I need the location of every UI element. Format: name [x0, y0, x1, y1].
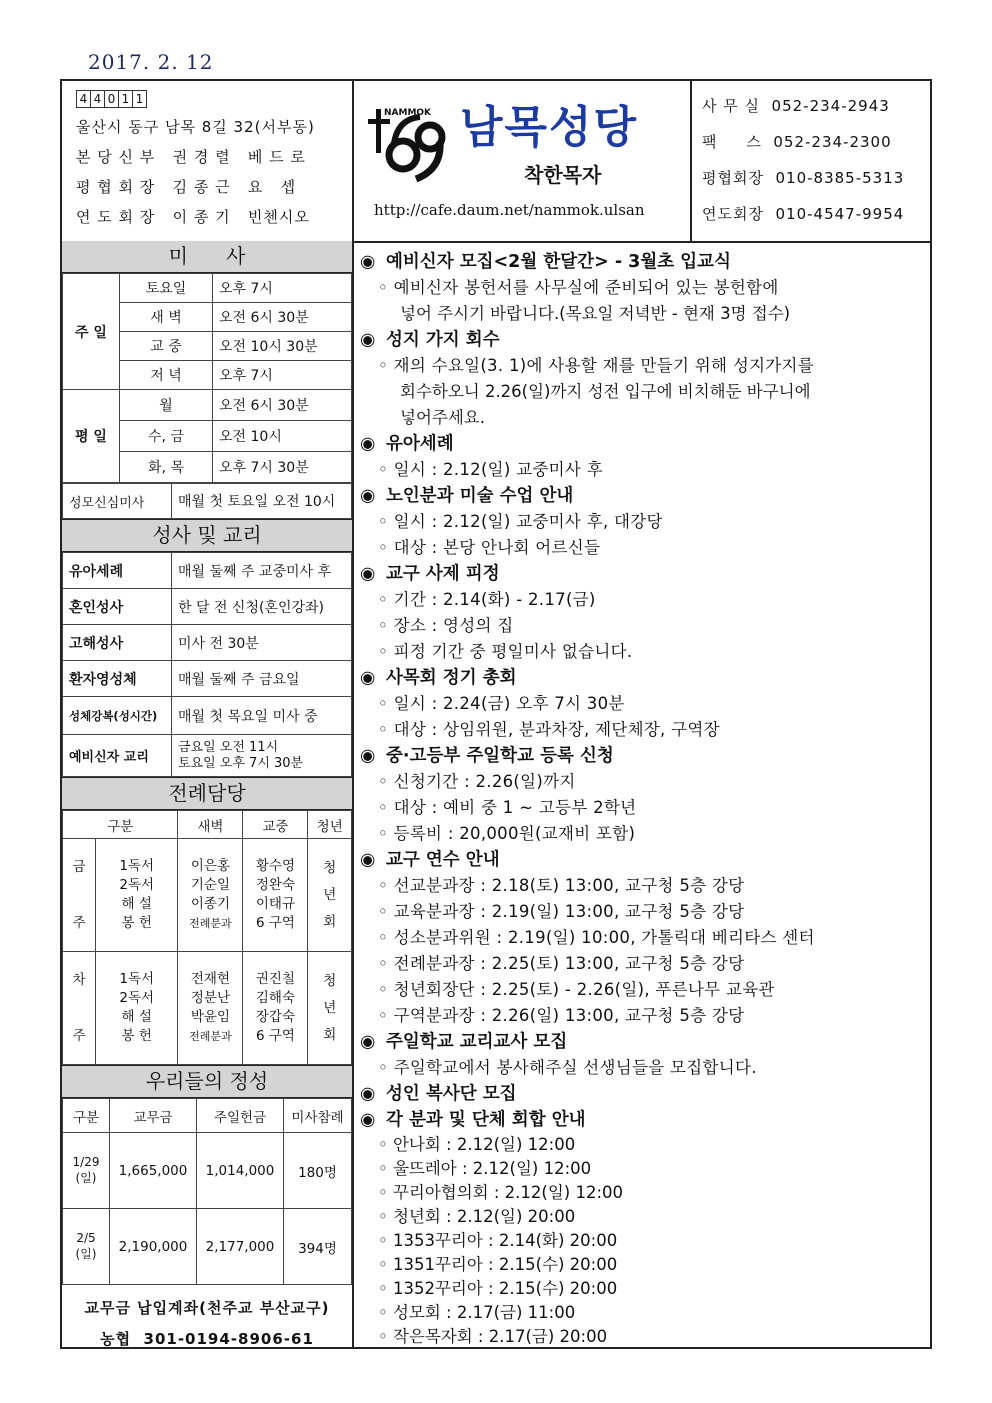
- notice-line-text: 구역분과장 : 2.26(일) 13:00, 교구청 5층 강당: [393, 1006, 745, 1025]
- title-block: [354, 81, 692, 241]
- notice-line-text: 일시 : 2.24(금) 오후 7시 30분: [393, 694, 625, 713]
- youth-label: 청: [323, 859, 337, 876]
- parish-logo-icon: [368, 95, 448, 185]
- mass-time: 오후 7시: [213, 361, 352, 390]
- sacrament-time: 매월 둘째 주 교중미사 후: [172, 553, 352, 589]
- sacrament-name: 예비신자 교리: [63, 735, 172, 777]
- zip-digit: 4: [90, 90, 105, 108]
- circle-bullet-icon: ◦: [378, 1303, 393, 1322]
- bullet-icon: ◉: [360, 252, 376, 272]
- parish-title: 남목성당: [460, 102, 639, 153]
- liturgy-person: 권진칠: [255, 971, 295, 987]
- offering-table: [62, 1098, 352, 1285]
- notice-line-text: 일시 : 2.12(일) 교중미사 후, 대강당: [393, 512, 663, 531]
- liturgy-header: 교중: [243, 811, 308, 839]
- contact-elders: 연도회장 010-4547-9954: [702, 205, 905, 223]
- next-week-label: 주: [72, 1028, 86, 1044]
- circle-bullet-icon: ◦: [378, 1135, 393, 1154]
- bullet-icon: ◉: [360, 1032, 376, 1052]
- circle-bullet-icon: ◦: [378, 512, 394, 531]
- mass-section-title: 미 사: [62, 241, 352, 273]
- logo-text: NAMMOK: [384, 108, 432, 118]
- zip-digit: 4: [76, 90, 91, 108]
- liturgy-person: 6 구역: [255, 915, 295, 931]
- notice-title-text: 예비신자 모집<2월 한달간> - 3월초 입교식: [386, 252, 731, 272]
- parish-url[interactable]: http://cafe.daum.net/nammok.ulsan: [374, 201, 645, 219]
- notice-line-text: 기간 : 2.14(화) - 2.17(금): [393, 590, 596, 609]
- notice-line-text: 주일학교에서 봉사해주실 선생님들을 모집합니다.: [393, 1058, 757, 1077]
- liturgy-person: 이태규: [255, 896, 295, 912]
- notices-column: [360, 249, 928, 1349]
- notice-line: [360, 613, 928, 639]
- notice-line: [360, 1181, 928, 1205]
- circle-bullet-icon: ◦: [378, 1279, 393, 1298]
- bulletin-frame: [60, 79, 932, 1349]
- zip-digit: 1: [132, 90, 147, 108]
- notice-title-text: 주일학교 교리교사 모집: [386, 1032, 568, 1052]
- offering-tithe: 2,190,000: [110, 1209, 197, 1285]
- mass-time: 오후 7시: [213, 274, 352, 303]
- youth-label: 년: [323, 999, 337, 1016]
- circle-bullet-icon: ◦: [378, 590, 394, 609]
- notice-line-text: 안나회 : 2.12(일) 12:00: [392, 1135, 576, 1154]
- notice-line: [360, 1133, 928, 1157]
- sacrament-name: 혼인성사: [63, 589, 172, 625]
- bulletin-date: 2017. 2. 12: [88, 50, 214, 74]
- notice-title: [360, 743, 928, 769]
- notice-title: [360, 1107, 928, 1133]
- notice-line-text: 장소 : 영성의 집: [393, 616, 514, 635]
- notice-line-text: 대상 : 본당 안나회 어르신들: [393, 538, 601, 557]
- circle-bullet-icon: ◦: [378, 1183, 393, 1202]
- notice-line-text: 대상 : 예비 중 1 ~ 고등부 2학년: [393, 798, 637, 817]
- circle-bullet-icon: ◦: [378, 824, 394, 843]
- sacrament-time: 한 달 전 신청(혼인강좌): [172, 589, 352, 625]
- notice-line-text: 등록비 : 20,000원(교재비 포함): [393, 824, 636, 843]
- contact-council: 평협회장 010-8385-5313: [702, 169, 905, 187]
- special-mass-time: 매월 첫 토요일 오전 10시: [172, 484, 352, 519]
- header: [62, 81, 930, 243]
- address: 울산시 동구 남목 8길 32(서부동): [76, 118, 315, 136]
- notice-title-text: 각 분과 및 단체 회합 안내: [386, 1110, 586, 1130]
- notice-line-text: 교육분과장 : 2.19(일) 13:00, 교구청 5층 강당: [393, 902, 745, 921]
- notice-line: [360, 899, 928, 925]
- bullet-icon: ◉: [360, 1084, 376, 1104]
- notice-title: [360, 327, 928, 353]
- notice-line-text: 신청기간 : 2.26(일)까지: [393, 772, 576, 791]
- notice-line: [360, 769, 928, 795]
- liturgy-role: 2독서: [119, 877, 155, 893]
- notice-title-text: 유아세례: [386, 434, 454, 454]
- circle-bullet-icon: ◦: [378, 772, 394, 791]
- bullet-icon: ◉: [360, 564, 376, 584]
- circle-bullet-icon: ◦: [378, 460, 394, 479]
- notice-line: [360, 951, 928, 977]
- special-mass-label: 성모신심미사: [63, 484, 172, 519]
- liturgy-role: 1독서: [119, 971, 155, 987]
- notice-line: [360, 587, 928, 613]
- notice-line-text: 작은목자회 : 2.17(금) 20:00: [392, 1327, 608, 1346]
- notice-line: [360, 1277, 928, 1301]
- notice-line: [360, 457, 928, 483]
- offering-header: 주일헌금: [197, 1099, 284, 1133]
- notice-title-text: 교구 사제 피정: [386, 564, 500, 584]
- notice-line-text: 성소분과위원 : 2.19(일) 10:00, 가톨릭대 베리타스 센터: [393, 928, 815, 947]
- notice-title: [360, 561, 928, 587]
- weekday-label: 평 일: [63, 390, 120, 483]
- mass-time: 오전 6시 30분: [213, 303, 352, 332]
- bullet-icon: ◉: [360, 486, 376, 506]
- left-column: [62, 241, 354, 1347]
- notice-line: [360, 1253, 928, 1277]
- bullet-icon: ◉: [360, 330, 376, 350]
- notice-line-text: 전례분과장 : 2.25(토) 13:00, 교구청 5층 강당: [393, 954, 745, 973]
- liturgy-role: 봉 헌: [121, 915, 152, 931]
- parish-subtitle: 착한목자: [524, 163, 602, 187]
- liturgy-person: 전재현: [190, 971, 230, 987]
- sacrament-time: 미사 전 30분: [172, 625, 352, 661]
- mass-time: 오전 10시: [213, 421, 352, 452]
- liturgy-person: 장갑숙: [255, 1009, 295, 1025]
- mass-time: 오후 7시 30분: [213, 452, 352, 483]
- notice-line: [360, 353, 928, 379]
- circle-bullet-icon: ◦: [378, 356, 394, 375]
- contact-office: 사 무 실 052-234-2943: [702, 97, 890, 115]
- special-mass-table: [62, 483, 352, 519]
- offering-sunday: 1,014,000: [197, 1133, 284, 1209]
- liturgy-role: 해 설: [121, 1009, 152, 1025]
- offering-date: 2/5: [76, 1231, 96, 1245]
- next-week-label: 차: [72, 972, 86, 988]
- youth-label: 년: [323, 886, 337, 903]
- liturgy-role: 봉 헌: [121, 1028, 152, 1044]
- offering-section-title: 우리들의 정성: [62, 1065, 352, 1098]
- sacrament-name: 환자영성체: [63, 661, 172, 697]
- notice-title: [360, 847, 928, 873]
- notice-line-cont: 회수하오니 2.26(일)까지 성전 입구에 비치해둔 바구니에: [400, 382, 811, 401]
- liturgy-person: 전례분과: [189, 1030, 232, 1043]
- offering-attendance: 394명: [284, 1209, 352, 1285]
- notice-title: [360, 665, 928, 691]
- youth-label: 청: [323, 972, 337, 989]
- council-president: 평 협 회 장 김 종 근 요 셉: [76, 178, 297, 196]
- liturgy-header: 구분: [63, 811, 178, 839]
- liturgy-person: 정분난: [190, 990, 230, 1006]
- offering-attendance: 180명: [284, 1133, 352, 1209]
- notice-line-text: 피정 기간 중 평일미사 없습니다.: [393, 642, 633, 661]
- mass-time-label: 화, 목: [120, 452, 213, 483]
- notice-title-text: 성인 복사단 모집: [386, 1084, 517, 1104]
- notice-title: [360, 1029, 928, 1055]
- notice-line: [360, 873, 928, 899]
- elders-president: 연 도 회 장 이 종 기 빈첸시오: [76, 208, 310, 226]
- notice-line: [360, 925, 928, 951]
- notice-line: [360, 691, 928, 717]
- contacts: [702, 91, 904, 235]
- liturgy-person: 김해숙: [255, 990, 295, 1006]
- notice-title-text: 사목회 정기 총회: [386, 668, 517, 688]
- circle-bullet-icon: ◦: [378, 954, 394, 973]
- notice-line: [360, 821, 928, 847]
- zip-digit: 0: [104, 90, 119, 108]
- sacrament-time: 매월 첫 목요일 미사 중: [172, 697, 352, 735]
- liturgy-person: 박윤임: [190, 1009, 230, 1025]
- notice-line-text: 예비신자 봉헌서를 사무실에 준비되어 있는 봉헌함에: [393, 278, 779, 297]
- liturgy-table: [62, 810, 352, 1065]
- liturgy-person: 이종기: [190, 896, 230, 912]
- sacrament-time: 매월 둘째 주 금요일: [172, 661, 352, 697]
- sacrament-time: 토요일 오후 7시 30분: [178, 755, 304, 771]
- circle-bullet-icon: ◦: [378, 642, 394, 661]
- mass-time: 오전 6시 30분: [213, 390, 352, 421]
- liturgy-person: 기순일: [190, 877, 230, 893]
- notice-line-text: 대상 : 상임위원, 분과차장, 제단체장, 구역장: [393, 720, 720, 739]
- notice-line-cont: 넣어 주시기 바랍니다.(목요일 저녁반 - 현재 3명 접수): [400, 304, 791, 323]
- notice-line: [360, 1003, 928, 1029]
- notice-line: [360, 1205, 928, 1229]
- circle-bullet-icon: ◦: [378, 1327, 393, 1346]
- notice-line: [360, 1301, 928, 1325]
- youth-label: 회: [323, 913, 337, 930]
- liturgy-role: 2독서: [119, 990, 155, 1006]
- circle-bullet-icon: ◦: [378, 538, 394, 557]
- mass-time-label: 수, 금: [120, 421, 213, 452]
- notice-line: [360, 535, 928, 561]
- this-week-label: 금: [72, 859, 86, 875]
- circle-bullet-icon: ◦: [378, 1231, 393, 1250]
- mass-time-label: 새 벽: [120, 303, 213, 332]
- circle-bullet-icon: ◦: [378, 1006, 394, 1025]
- circle-bullet-icon: ◦: [378, 1255, 393, 1274]
- notice-line: [360, 639, 928, 665]
- sacrament-name: 유아세례: [63, 553, 172, 589]
- notice-title-text: 교구 연수 안내: [386, 850, 500, 870]
- bullet-icon: ◉: [360, 850, 376, 870]
- offering-tithe: 1,665,000: [110, 1133, 197, 1209]
- mass-time-label: 교 중: [120, 332, 213, 361]
- liturgy-header: 새벽: [178, 811, 243, 839]
- liturgy-person: 전례분과: [189, 917, 232, 930]
- mass-time-label: 토요일: [120, 274, 213, 303]
- mass-time: 오전 10시 30분: [213, 332, 352, 361]
- offering-date: (일): [75, 1171, 97, 1185]
- mass-time-label: 저 녁: [120, 361, 213, 390]
- notice-title-text: 노인분과 미술 수업 안내: [386, 486, 574, 506]
- circle-bullet-icon: ◦: [378, 1207, 393, 1226]
- circle-bullet-icon: ◦: [378, 1159, 393, 1178]
- liturgy-header: 청년: [308, 811, 352, 839]
- circle-bullet-icon: ◦: [378, 720, 394, 739]
- bullet-icon: ◉: [360, 746, 376, 766]
- notice-line-text: 재의 수요일(3. 1)에 사용할 재를 만들기 위해 성지가지를: [393, 356, 815, 375]
- notice-title: [360, 249, 928, 275]
- offering-header: 미사참례: [284, 1099, 352, 1133]
- parish-info: [62, 81, 354, 241]
- notice-line-text: 성모회 : 2.17(금) 11:00: [392, 1303, 576, 1322]
- liturgy-role: 1독서: [119, 858, 155, 874]
- bullet-icon: ◉: [360, 434, 376, 454]
- sacrament-name: 성체강복(성시간): [63, 697, 172, 735]
- notice-title: [360, 1081, 928, 1107]
- notice-line: [360, 1157, 928, 1181]
- sacraments-section-title: 성사 및 교리: [62, 519, 352, 552]
- liturgy-person: 이은홍: [190, 858, 230, 874]
- notice-title-text: 중·고등부 주일학교 등록 신청: [386, 746, 614, 766]
- zip-digit: 1: [118, 90, 133, 108]
- liturgy-person: 6 구역: [255, 1028, 295, 1044]
- liturgy-role: 해 설: [121, 896, 152, 912]
- zip-code: [76, 89, 146, 108]
- offering-date: 1/29: [72, 1155, 100, 1169]
- notice-title-text: 성지 가지 회수: [386, 330, 500, 350]
- notice-title: [360, 483, 928, 509]
- notice-line-text: 꾸리아협의회 : 2.12(일) 12:00: [392, 1183, 624, 1202]
- circle-bullet-icon: ◦: [378, 980, 394, 999]
- contact-fax: 팩 스 052-234-2300: [702, 133, 892, 151]
- sunday-label: 주 일: [63, 274, 120, 390]
- circle-bullet-icon: ◦: [378, 616, 394, 635]
- notice-line: [360, 1325, 928, 1349]
- notice-line-text: 선교분과장 : 2.18(토) 13:00, 교구청 5층 강당: [393, 876, 745, 895]
- liturgy-person: 황수영: [255, 858, 295, 874]
- mass-time-label: 월: [120, 390, 213, 421]
- notice-line-text: 1353꾸리아 : 2.14(화) 20:00: [392, 1231, 618, 1250]
- notice-title: [360, 431, 928, 457]
- priest: 본 당 신 부 권 경 렬 베 드 로: [76, 148, 306, 166]
- account-title: 교무금 납입계좌(천주교 부산교구): [84, 1299, 330, 1317]
- notice-line: [360, 717, 928, 743]
- sacrament-time: 금요일 오전 11시: [178, 739, 279, 755]
- offering-header: 교무금: [110, 1099, 197, 1133]
- notice-line-cont: 넣어주세요.: [400, 408, 485, 427]
- notice-line: [360, 795, 928, 821]
- circle-bullet-icon: ◦: [378, 902, 394, 921]
- bullet-icon: ◉: [360, 668, 376, 688]
- account-number: 농협 301-0194-8906-61: [100, 1330, 314, 1348]
- circle-bullet-icon: ◦: [378, 798, 394, 817]
- circle-bullet-icon: ◦: [378, 1058, 394, 1077]
- liturgy-person: 정완숙: [255, 877, 295, 893]
- youth-label: 회: [323, 1026, 337, 1043]
- notice-line: [360, 275, 928, 301]
- sacraments-table: [62, 552, 352, 777]
- circle-bullet-icon: ◦: [378, 876, 394, 895]
- notice-line-text: 울뜨레아 : 2.12(일) 12:00: [392, 1159, 592, 1178]
- notice-line: [360, 977, 928, 1003]
- this-week-label: 주: [72, 915, 86, 931]
- offering-sunday: 2,177,000: [197, 1209, 284, 1285]
- circle-bullet-icon: ◦: [378, 278, 394, 297]
- offering-date: (일): [75, 1247, 97, 1261]
- circle-bullet-icon: ◦: [378, 928, 394, 947]
- sacrament-name: 고해성사: [63, 625, 172, 661]
- notice-line: [360, 1055, 928, 1081]
- bullet-icon: ◉: [360, 1110, 376, 1130]
- notice-line: [360, 509, 928, 535]
- offering-header: 구분: [63, 1099, 110, 1133]
- notice-line: [360, 1229, 928, 1253]
- mass-table: [62, 273, 352, 483]
- liturgy-section-title: 전례담당: [62, 777, 352, 810]
- notice-line-text: 1352꾸리아 : 2.15(수) 20:00: [392, 1279, 618, 1298]
- notice-line-text: 청년회장단 : 2.25(토) - 2.26(일), 푸른나무 교육관: [393, 980, 775, 999]
- notice-line-text: 청년회 : 2.12(일) 20:00: [392, 1207, 576, 1226]
- notice-line-text: 1351꾸리아 : 2.15(수) 20:00: [392, 1255, 618, 1274]
- circle-bullet-icon: ◦: [378, 694, 394, 713]
- notice-line-text: 일시 : 2.12(일) 교중미사 후: [393, 460, 603, 479]
